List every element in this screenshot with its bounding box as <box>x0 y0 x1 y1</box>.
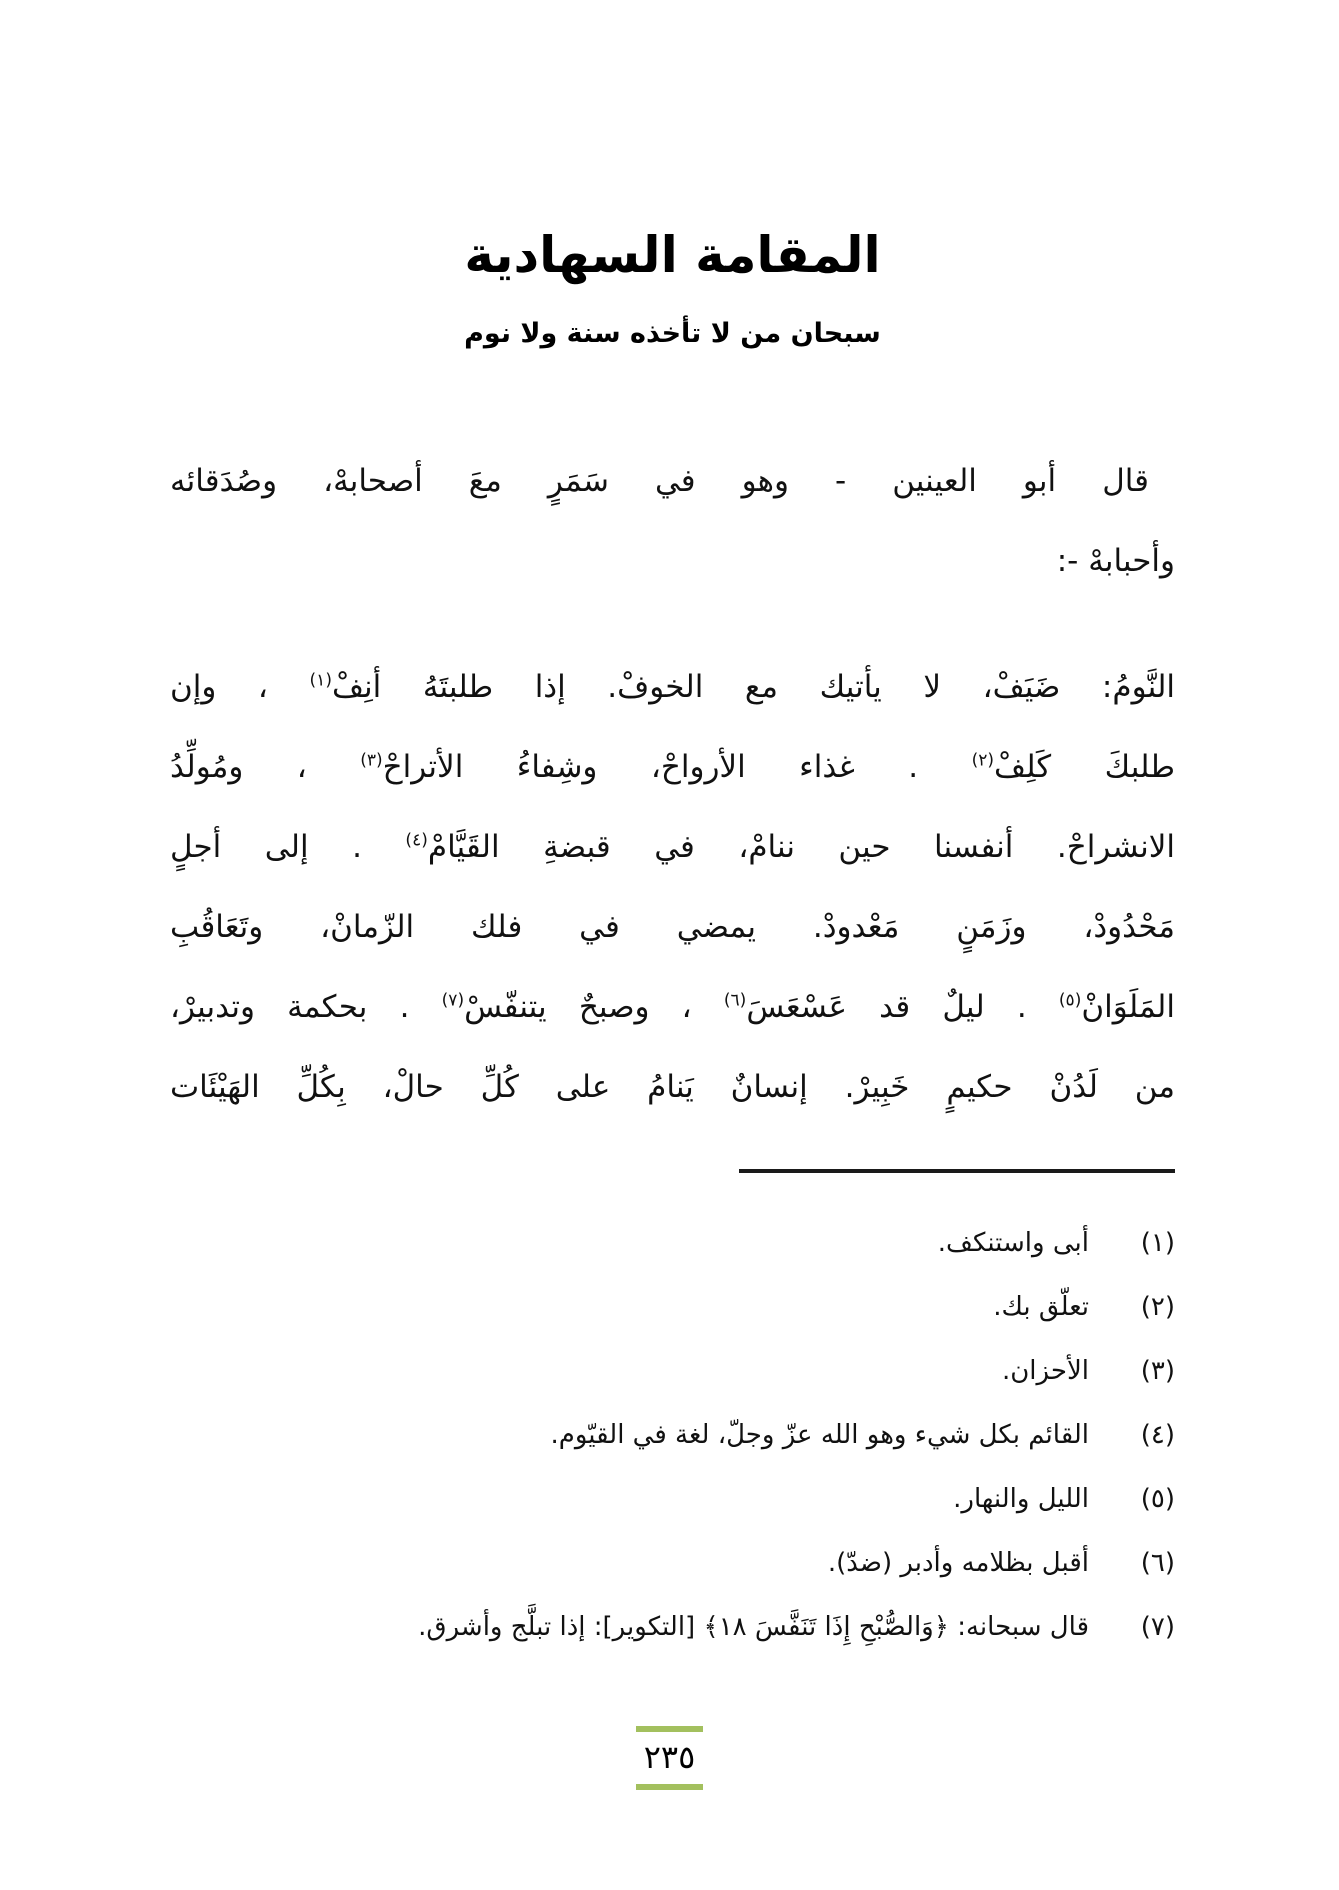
footnote-row <box>170 1339 1175 1403</box>
chapter-title: المقامة السهادية <box>464 226 881 284</box>
footnote-ref: (٥) <box>1058 990 1082 1011</box>
footnote-text: أقبل بظلامه وأدبر (ضدّ). <box>827 1548 1089 1578</box>
body-line: الانشراحْ. أنفسنا حين ننامْ، في قبضةِ القَيَّامْ$^{(٤)}$ . إلى أجلٍ <box>170 829 1175 865</box>
footnote-row <box>170 1403 1175 1467</box>
intro-line: وأحبابهْ -: <box>1056 543 1175 579</box>
body-line: مَحْدُودْ، وزَمَنٍ مَعْدودْ. يمضي في فلك الزّمانْ، وتَعَاقُبِ <box>170 909 1175 945</box>
footnote-number: (٣) <box>1140 1356 1175 1386</box>
footnote-text: قال سبحانه: ﴿وَالصُّبْحِ إِذَا تَنَفَّسَ ١٨﴾ [التكوير]: إذا تبلَّج وأشرق. <box>418 1612 1089 1642</box>
page-number: ٢٣٥ <box>643 1738 696 1776</box>
body-paragraph <box>170 647 1175 1127</box>
footnote-number: (٤) <box>1140 1420 1175 1450</box>
accent-line-top <box>636 1726 703 1732</box>
footnote-text: القائم بكل شيء وهو الله عزّ وجلّ، لغة في القيّوم. <box>550 1420 1089 1450</box>
footnote-text: الأحزان. <box>1001 1356 1089 1386</box>
body-line: طلبكَ كَلِفْ$^{(٢)}$ . غذاء الأرواحْ، وشِفاءُ الأتراحْ$^{(٣)}$ ، ومُولِّدُ <box>170 749 1175 785</box>
footnote-row <box>170 1275 1175 1339</box>
footnotes-block <box>170 1211 1175 1659</box>
body-line: من لَدُنْ حكيمٍ خَبِيرْ. إنسانٌ يَنامُ على كُلِّ حالْ، بِكُلِّ الهَيْئَات <box>170 1069 1175 1105</box>
footnote-row <box>170 1531 1175 1595</box>
footnote-number: (٢) <box>1140 1292 1175 1322</box>
chapter-subtitle: سبحان من لا تأخذه سنة ولا نوم <box>464 318 881 349</box>
footnote-text: تعلّق بك. <box>993 1292 1089 1322</box>
footnote-ref: (٦) <box>723 990 747 1011</box>
footnote-number: (١) <box>1140 1228 1175 1258</box>
footnote-ref: (١) <box>309 670 332 691</box>
footnote-ref: (٢) <box>971 750 995 771</box>
footnote-row <box>170 1211 1175 1275</box>
footnote-ref: (٣) <box>360 750 383 771</box>
footnote-ref: (٧) <box>441 990 465 1011</box>
footnote-text: الليل والنهار. <box>953 1484 1089 1514</box>
intro-paragraph <box>170 441 1175 601</box>
page-footer <box>0 1726 1339 1790</box>
intro-line: قال أبو العينين - وهو في سَمَرٍ معَ أصحابهْ، وصُدَقائه <box>170 463 1149 499</box>
accent-line-bottom <box>636 1784 703 1790</box>
footnote-ref: (٤) <box>405 830 428 851</box>
footnote-number: (٧) <box>1140 1612 1175 1642</box>
footnote-separator <box>739 1169 1175 1173</box>
body-line: المَلَوَانْ$^{(٥)}$ . ليلٌ قد عَسْعَسَ$^{(٦)}$ ، وصبحٌ يتنفّسْ$^{(٧)}$ . بحكمة وتدبيرْ، <box>170 989 1175 1025</box>
footnote-row <box>170 1595 1175 1659</box>
body-line: النَّومُ: ضَيَفْ، لا يأتيك مع الخوفْ. إذا طلبتَهُ أنِفْ$^{(١)}$ ، وإن <box>170 669 1176 705</box>
footnote-row <box>170 1467 1175 1531</box>
footnote-text: أبى واستنكف. <box>937 1228 1089 1258</box>
footnote-number: (٥) <box>1140 1484 1175 1514</box>
footnote-number: (٦) <box>1140 1548 1175 1578</box>
